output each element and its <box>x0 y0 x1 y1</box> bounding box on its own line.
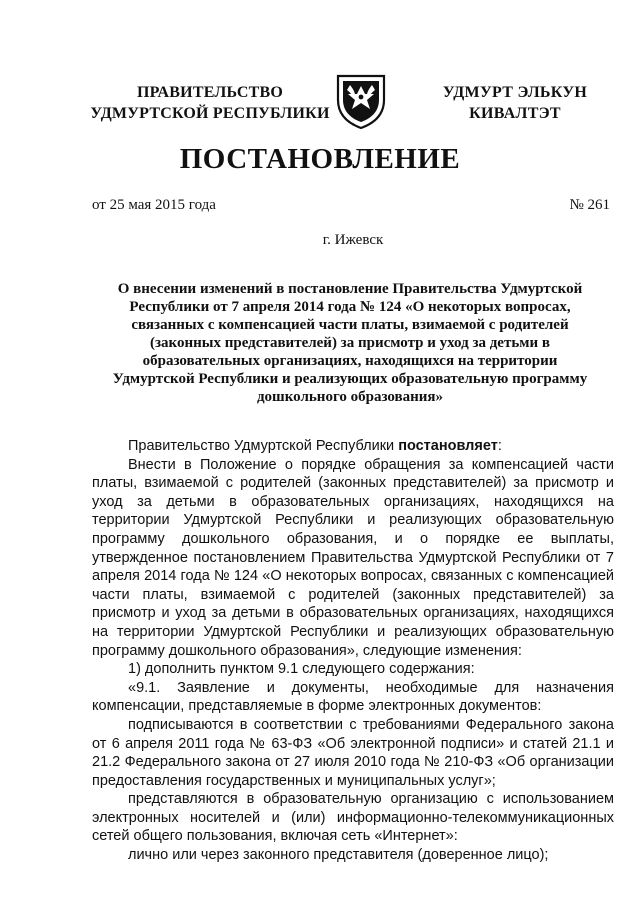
paragraph-signed: подписываются в соответствии с требованиями Федерального закона от 6 апреля 2011 года № 63-ФЗ «Об электронной подписи» и статей 21.1 и 21.2 Федерального закона от 27 июля 2010 года № 210-ФЗ «Об организации предоставления государственных и муниципальных услуг»; <box>92 716 614 789</box>
header-right-line2: КИВАЛТЭТ <box>469 105 561 122</box>
preamble-keyword: постановляет <box>398 438 498 454</box>
header-left-line2: УДМУРТСКОЙ РЕСПУБЛИКИ <box>90 105 330 122</box>
document-city: г. Ижевск <box>322 232 384 248</box>
government-name-russian <box>80 82 340 124</box>
paragraph-clause-9-1: «9.1. Заявление и документы, необходимые для назначения компенсации, представляемые в форме электронных документов: <box>92 679 614 715</box>
paragraph-preamble <box>92 437 614 456</box>
header-right-line1: УДМУРТ ЭЛЬКУН <box>442 84 588 101</box>
preamble-text: Правительство Удмуртской Республики <box>128 438 399 454</box>
header-left-line1: ПРАВИТЕЛЬСТВО <box>136 84 284 101</box>
paragraph-submitted: представляются в образовательную организацию с использованием электронных носителей и (или) информационно-телекоммуникационных сетей общего пользования, включая сеть «Интернет»: <box>92 791 614 845</box>
paragraph-amendment-intro: Внести в Положение о порядке обращения за компенсацией части платы, взимаемой с родителей (законных представителей) за присмотр и уход за детьми в образовательных организациях, находящихся на территории Удмуртской Республики и реализующих образовательную программу дошкольного образования, и о порядке ее выплаты, утвержденное постановлением Правительства Удмуртской Республики от 7 апреля 2014 года № 124 «О некоторых вопросах, связанных с компенсацией части платы, взимаемой с родителей (законных представителей) за присмотр и уход за детьми в образовательных организациях, находящихся на территории Удмуртской Республики и реализующих образовательную программу дошкольного образования», следующие изменения: <box>92 456 614 659</box>
document-body <box>92 437 614 865</box>
government-name-udmurt <box>410 82 620 124</box>
document-type-heading: ПОСТАНОВЛЕНИЕ <box>179 143 461 175</box>
udmurt-coat-of-arms-icon <box>334 70 388 130</box>
paragraph-item-1: 1) дополнить пунктом 9.1 следующего содержания: <box>128 661 475 678</box>
document-title: О внесении изменений в постановление Правительства Удмуртской Республики от 7 апреля 2014 года № 124 «О некоторых вопросах, связанных с компенсацией части платы, взимаемой с родителей (законных представителей) за присмотр и уход за детьми в образовательных организациях, находящихся на территории Удмуртской Республики и реализующих образовательную программу дошкольного образования» <box>112 281 588 405</box>
paragraph-in-person: лично или через законного представителя (доверенное лицо); <box>128 847 549 864</box>
document-number: № 261 <box>569 197 610 213</box>
document-date: от 25 мая 2015 года <box>92 197 216 213</box>
preamble-colon: : <box>497 438 502 454</box>
